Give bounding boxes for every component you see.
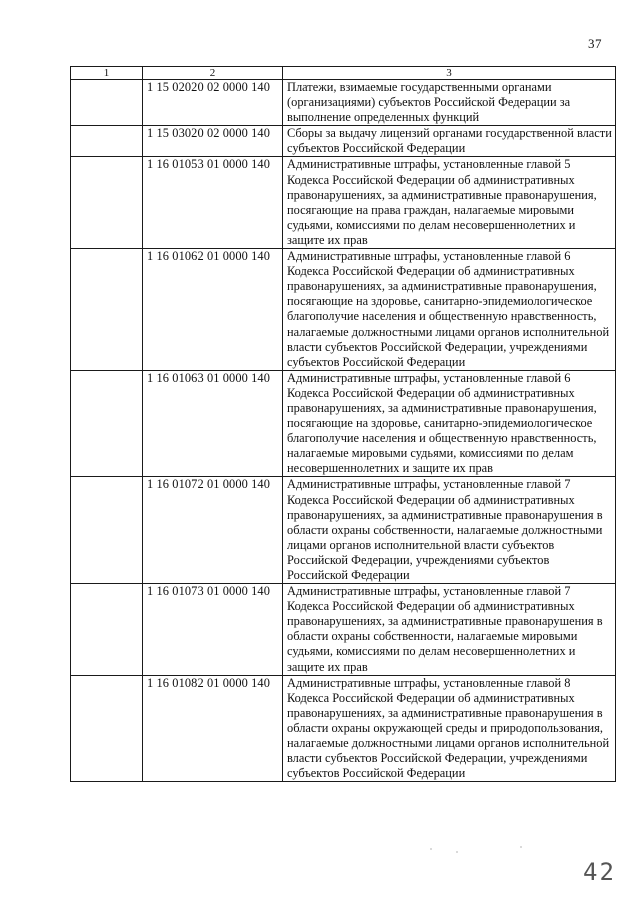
row-col-1 xyxy=(71,157,143,249)
table-row xyxy=(71,126,616,157)
table-row xyxy=(71,249,616,371)
scan-speck xyxy=(430,848,432,850)
income-description: Сборы за выдачу лицензий органами государственной власти субъектов Российской Федерации xyxy=(283,126,616,157)
scan-speck xyxy=(456,851,458,853)
table-header xyxy=(71,67,616,80)
header-col-3: 3 xyxy=(283,67,616,80)
table-row xyxy=(71,157,616,249)
income-description: Платежи, взимаемые государственными органами (организациями) субъектов Российской Федерации за выполнение определенных функций xyxy=(283,80,616,126)
row-col-1 xyxy=(71,370,143,477)
row-col-1 xyxy=(71,249,143,371)
income-description: Административные штрафы, установленные главой 7 Кодекса Российской Федерации об административных правонарушениях, за административные правонарушения в области охраны собственности, налагаемые мировыми судьями, комиссиями по делам несовершеннолетних и защите их прав xyxy=(283,584,616,676)
table-row xyxy=(71,370,616,477)
table-row xyxy=(71,477,616,584)
income-description: Административные штрафы, установленные главой 6 Кодекса Российской Федерации об административных правонарушениях, за административные правонарушения, посягающие на здоровье, санитарно-эпидемиологическое благополучие населения и общественную нравственность, налагаемые мировыми судьями, комиссиями по делам несовершеннолетних и защите их прав xyxy=(283,370,616,477)
table-header-row xyxy=(71,67,616,80)
row-col-1 xyxy=(71,584,143,676)
stamped-sheet-number: 42 xyxy=(583,858,616,886)
income-code: 1 16 01073 01 0000 140 xyxy=(143,584,283,676)
income-description: Административные штрафы, установленные главой 6 Кодекса Российской Федерации об административных правонарушениях, за административные правонарушения, посягающие на здоровье, санитарно-эпидемиологическое благополучие населения и общественную нравственность, налагаемые должностными лицами органов исполнительной власти субъектов Российской Федерации, учреждениями субъектов Российской Федерации xyxy=(283,249,616,371)
income-description: Административные штрафы, установленные главой 7 Кодекса Российской Федерации об административных правонарушениях, за административные правонарушения в области охраны собственности, налагаемые должностными лицами органов исполнительной власти субъектов Российской Федерации, учреждениями субъектов Российской Федерации xyxy=(283,477,616,584)
scan-speck xyxy=(520,846,522,848)
income-code: 1 16 01082 01 0000 140 xyxy=(143,675,283,782)
table-row xyxy=(71,675,616,782)
table-row xyxy=(71,584,616,676)
table-row xyxy=(71,80,616,126)
income-code: 1 15 02020 02 0000 140 xyxy=(143,80,283,126)
income-code: 1 16 01072 01 0000 140 xyxy=(143,477,283,584)
income-description: Административные штрафы, установленные главой 5 Кодекса Российской Федерации об административных правонарушениях, за административные правонарушения, посягающие на права граждан, налагаемые мировыми судьями, комиссиями по делам несовершеннолетних и защите их прав xyxy=(283,157,616,249)
income-description: Административные штрафы, установленные главой 8 Кодекса Российской Федерации об административных правонарушениях, за административные правонарушения в области охраны окружающей среды и природопользования, налагаемые должностными лицами органов исполнительной власти субъектов Российской Федерации, учреждениями субъектов Российской Федерации xyxy=(283,675,616,782)
header-col-2: 2 xyxy=(143,67,283,80)
page-number: 37 xyxy=(588,36,602,51)
income-code: 1 16 01062 01 0000 140 xyxy=(143,249,283,371)
header-col-1: 1 xyxy=(71,67,143,80)
budget-codes-table xyxy=(70,66,616,782)
income-code: 1 16 01063 01 0000 140 xyxy=(143,370,283,477)
income-code: 1 16 01053 01 0000 140 xyxy=(143,157,283,249)
row-col-1 xyxy=(71,80,143,126)
row-col-1 xyxy=(71,126,143,157)
row-col-1 xyxy=(71,675,143,782)
table-body xyxy=(71,80,616,782)
row-col-1 xyxy=(71,477,143,584)
income-code: 1 15 03020 02 0000 140 xyxy=(143,126,283,157)
